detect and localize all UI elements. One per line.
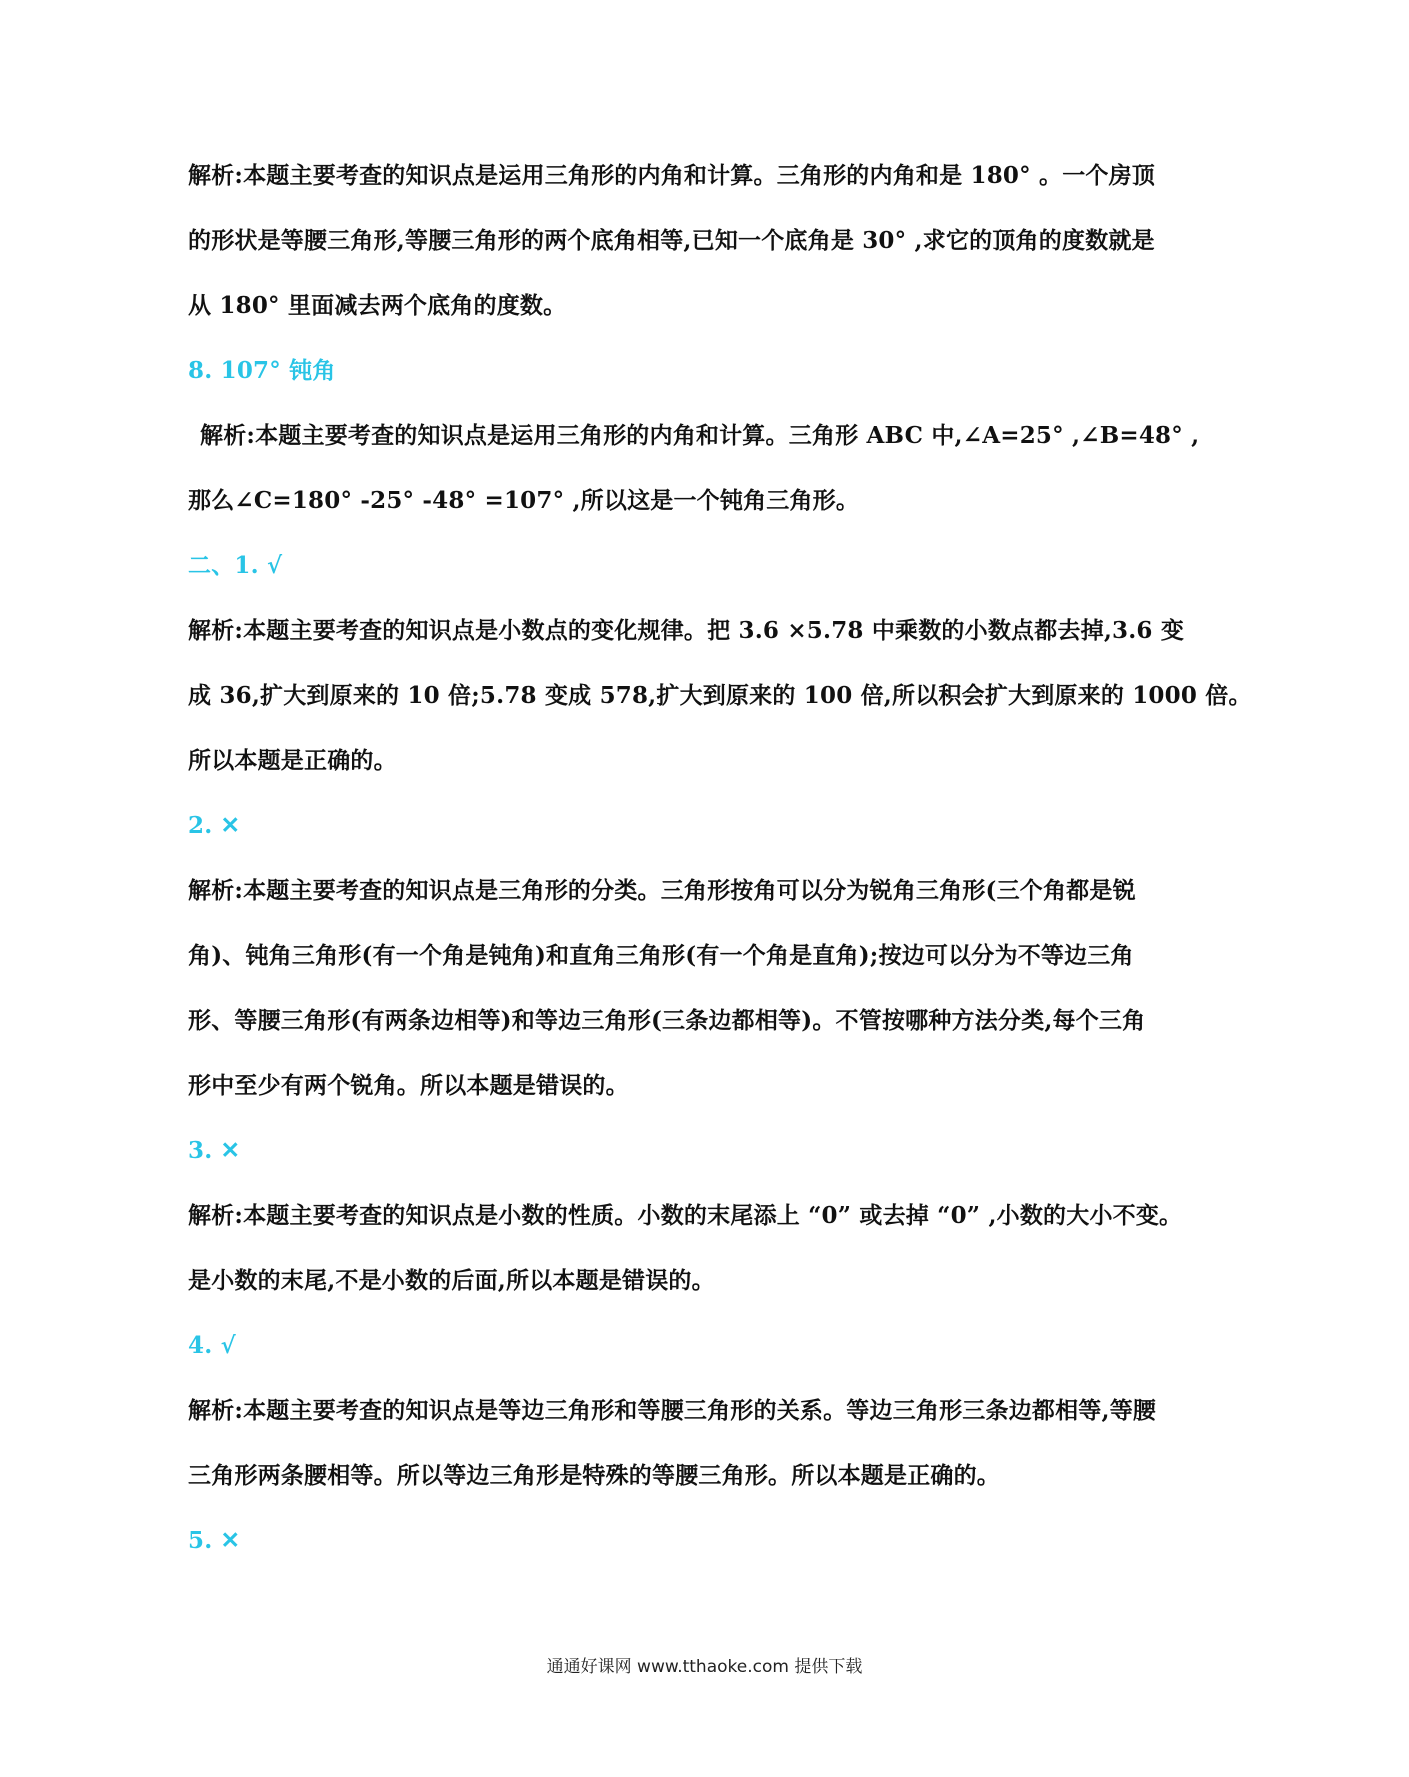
explanation-line: 形、等腰三角形(有两条边相等)和等边三角形(三条边都相等)。不管按哪种方法分类,每个三角 xyxy=(188,1007,1146,1034)
explanation-line: 从 180° 里面减去两个底角的度数。 xyxy=(188,292,567,319)
explanation-line: 的形状是等腰三角形,等腰三角形的两个底角相等,已知一个底角是 30° ,求它的顶角的度数就是 xyxy=(188,227,1155,254)
explanation-line: 是小数的末尾,不是小数的后面,所以本题是错误的。 xyxy=(188,1267,715,1294)
explanation-line: 所以本题是正确的。 xyxy=(188,747,397,774)
explanation-line: 成 36,扩大到原来的 10 倍;5.78 变成 578,扩大到原来的 100 倍,所以积会扩大到原来的 1000 倍。 xyxy=(188,682,1252,709)
explanation-line: 解析:本题主要考查的知识点是运用三角形的内角和计算。三角形 ABC 中,∠A=25° ,∠B=48° , xyxy=(200,422,1200,449)
explanation-line: 角)、钝角三角形(有一个角是钝角)和直角三角形(有一个角是直角);按边可以分为不等边三角 xyxy=(188,942,1134,969)
answer-line: 二、1. √ xyxy=(188,552,283,579)
answer-line: 3. ✕ xyxy=(188,1137,241,1164)
explanation-line: 形中至少有两个锐角。所以本题是错误的。 xyxy=(188,1072,629,1099)
answer-line: 5. ✕ xyxy=(188,1527,241,1554)
answer-line: 8. 107° 钝角 xyxy=(188,357,336,384)
answer-content xyxy=(188,160,1252,1590)
page-footer: 通通好课网 www.tthaoke.com 提供下载 xyxy=(546,1657,863,1677)
explanation-line: 解析:本题主要考查的知识点是运用三角形的内角和计算。三角形的内角和是 180° 。一个房顶 xyxy=(188,162,1156,189)
explanation-line: 那么∠C=180° -25° -48° =107° ,所以这是一个钝角三角形。 xyxy=(188,487,860,514)
answer-line: 2. ✕ xyxy=(188,812,241,839)
explanation-line: 解析:本题主要考查的知识点是三角形的分类。三角形按角可以分为锐角三角形(三个角都是锐 xyxy=(188,877,1136,904)
explanation-line: 解析:本题主要考查的知识点是小数点的变化规律。把 3.6 ×5.78 中乘数的小数点都去掉,3.6 变 xyxy=(188,617,1185,644)
explanation-line: 三角形两条腰相等。所以等边三角形是特殊的等腰三角形。所以本题是正确的。 xyxy=(188,1462,1000,1489)
explanation-line: 解析:本题主要考查的知识点是小数的性质。小数的末尾添上 “0” 或去掉 “0” ,小数的大小不变。 xyxy=(188,1202,1183,1229)
answer-line: 4. √ xyxy=(188,1332,236,1359)
explanation-line: 解析:本题主要考查的知识点是等边三角形和等腰三角形的关系。等边三角形三条边都相等,等腰 xyxy=(188,1397,1157,1424)
